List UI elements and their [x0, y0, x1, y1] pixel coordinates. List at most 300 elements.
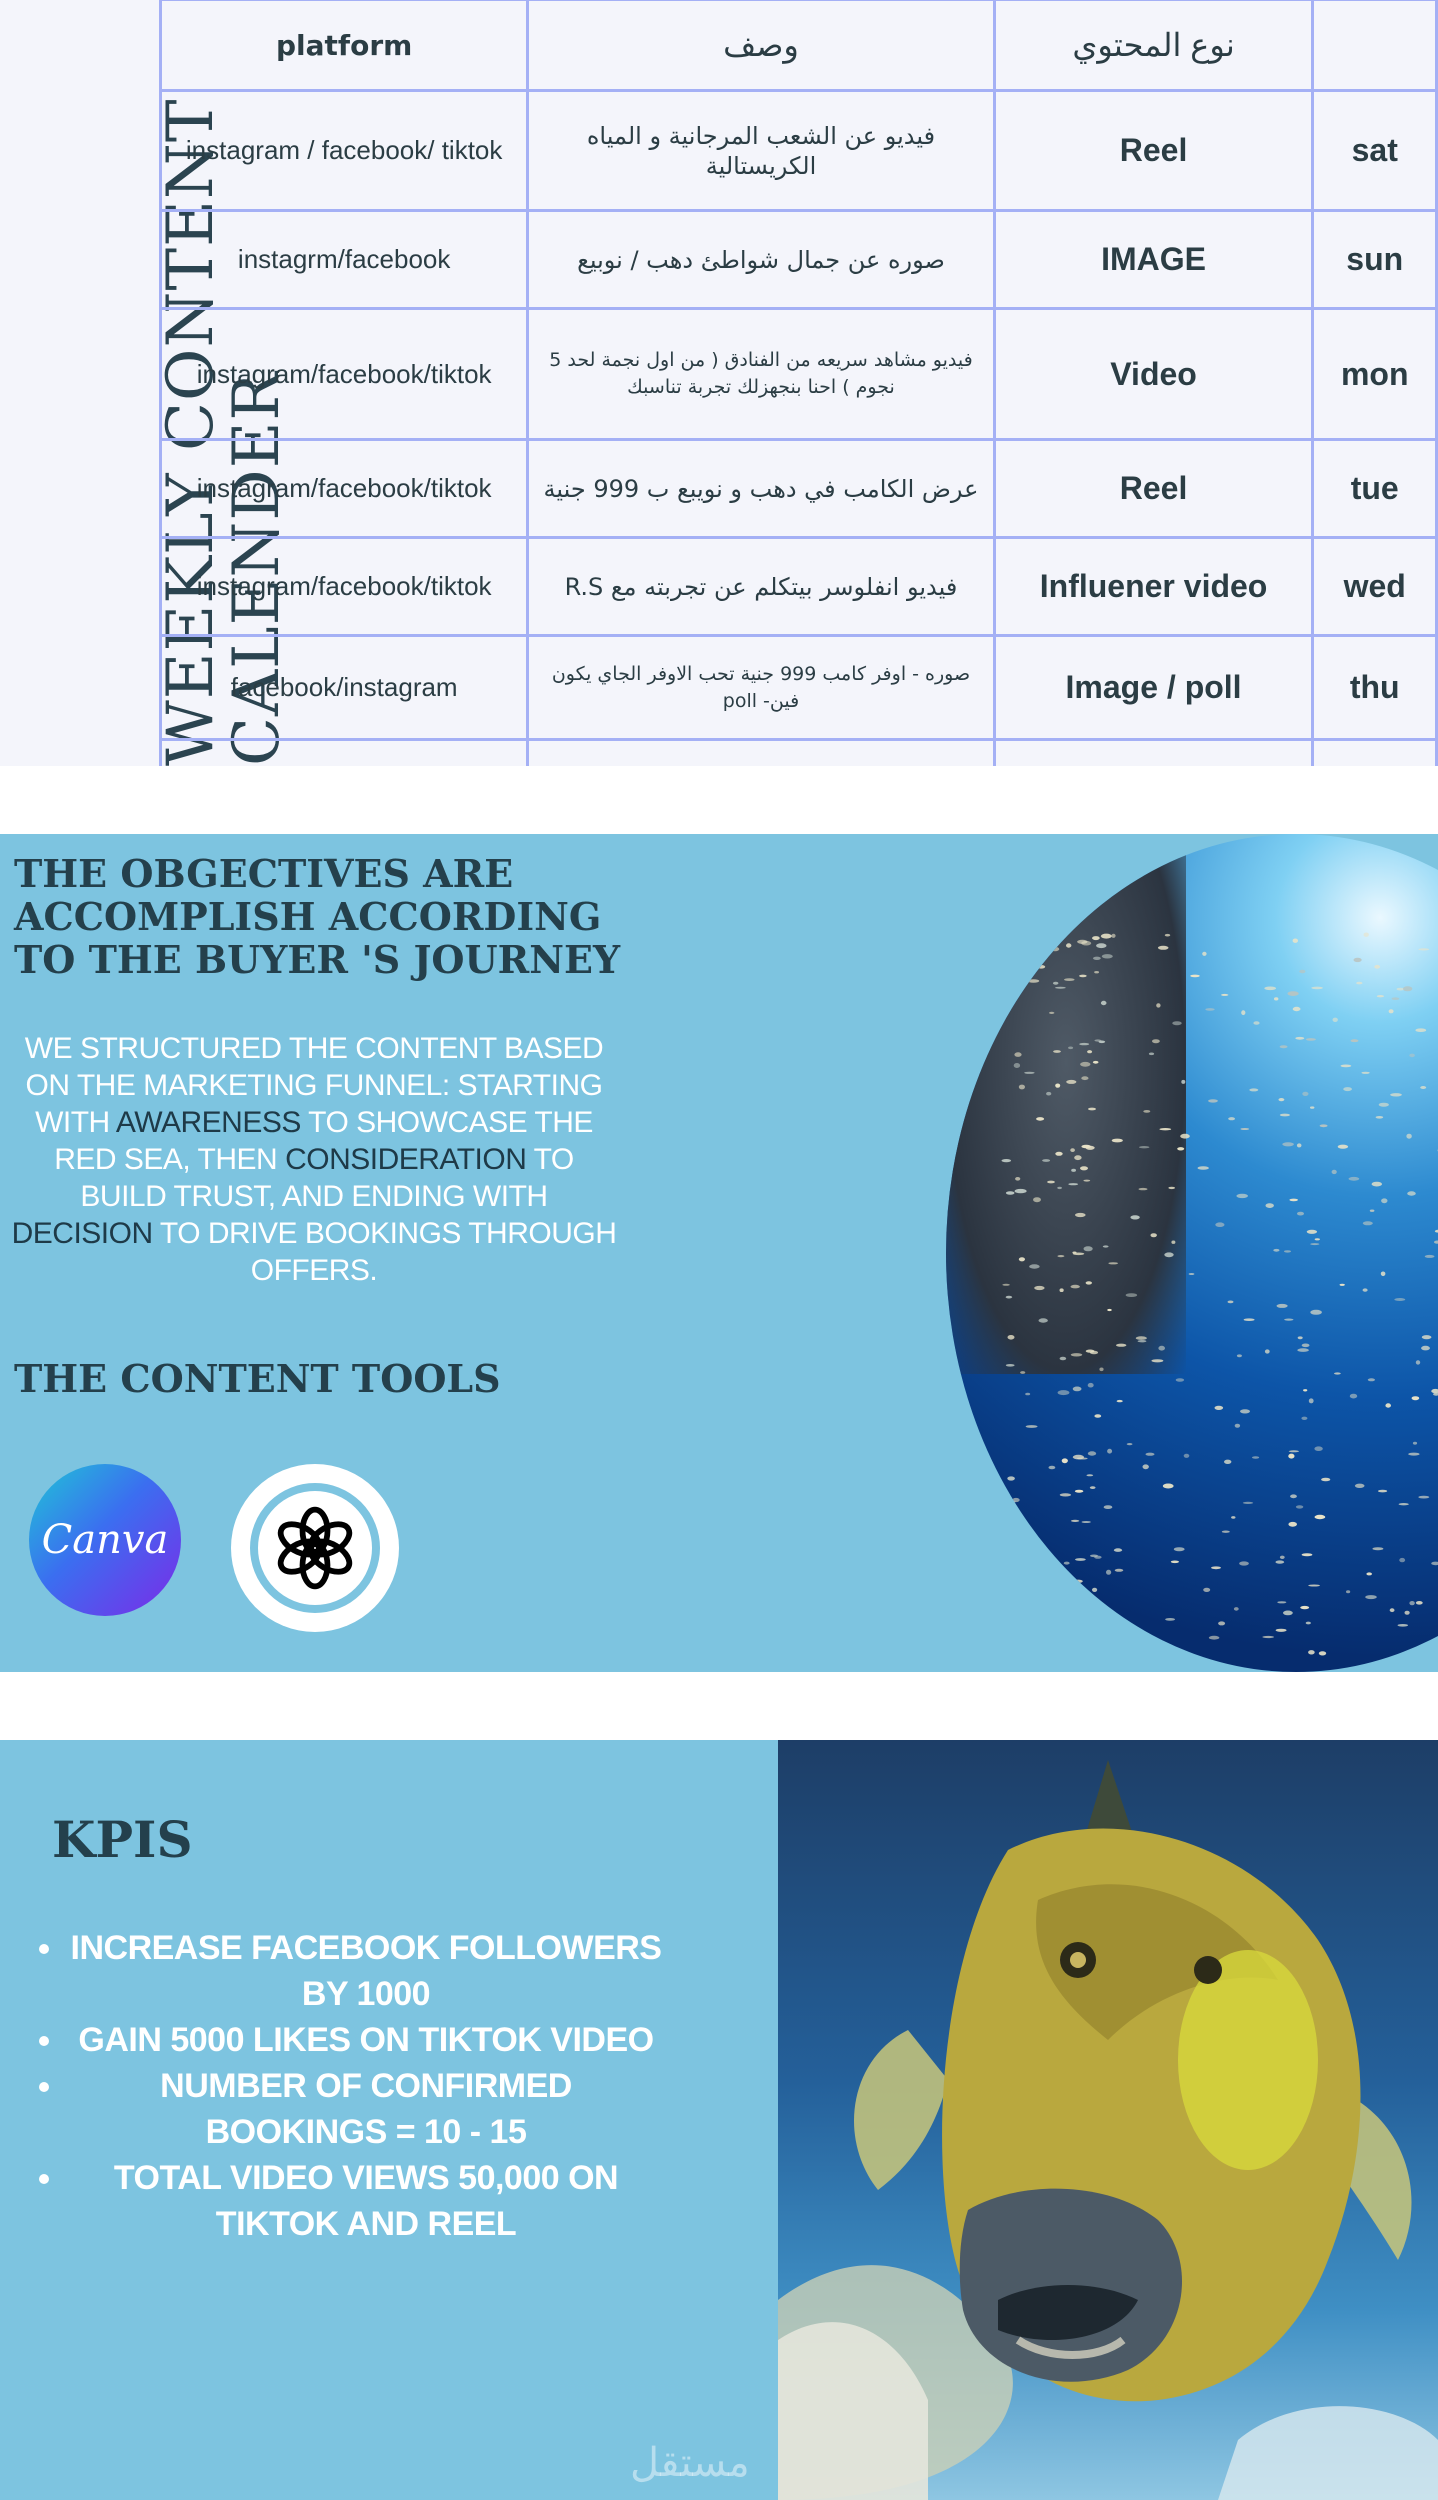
fish-dot — [1058, 1390, 1070, 1395]
kpi-list — [28, 1925, 666, 2247]
fish-dot — [1412, 1396, 1420, 1400]
fish-dot — [1099, 1368, 1103, 1372]
fish-dot — [1301, 1417, 1307, 1420]
fish-dot — [1051, 1599, 1057, 1604]
fish-dot — [1310, 1106, 1314, 1108]
fish-dot — [1106, 1570, 1111, 1575]
fish-dot — [1221, 994, 1228, 996]
fish-dot — [1228, 1117, 1235, 1120]
fish-dot — [1005, 1553, 1017, 1556]
fish-dot — [1049, 1466, 1056, 1470]
fish-dot — [1041, 1593, 1050, 1598]
fish-dot — [1092, 936, 1100, 940]
fish-dot — [1283, 1611, 1293, 1616]
cell-day: sat — [1313, 91, 1437, 211]
objectives-text — [8, 1030, 620, 1289]
fish-dot — [1062, 1595, 1073, 1599]
table-row — [161, 91, 1437, 211]
fish-dot — [1110, 1616, 1121, 1619]
fish-dot — [1090, 1486, 1096, 1489]
fish-dot — [1073, 1387, 1082, 1392]
fish-dot — [1171, 1561, 1179, 1564]
fish-dot — [1431, 1389, 1438, 1393]
decision-highlight: DECISION — [11, 1217, 153, 1250]
fish-dot — [1198, 1166, 1209, 1170]
fish-dot — [1084, 1246, 1093, 1251]
underwater-fish-school-image — [946, 834, 1438, 1672]
fish-dot — [1174, 1547, 1185, 1551]
fish-dot — [1350, 1394, 1357, 1399]
fish-dot — [1143, 1110, 1150, 1113]
kpis-title: KPIS — [52, 1810, 193, 1869]
fish-dot — [1252, 1456, 1259, 1459]
watermark-text: مستقل — [630, 2441, 750, 2485]
fish-dot — [1308, 1650, 1315, 1654]
fish-dot — [1284, 1319, 1293, 1321]
consideration-highlight: CONSIDERATION — [285, 1143, 527, 1176]
fish-dot — [1025, 1393, 1030, 1396]
header-type: نوع المحتوي — [994, 0, 1313, 91]
fish-dot — [1026, 1425, 1038, 1428]
fish-dot — [1340, 1284, 1345, 1286]
fish-dot — [1114, 1548, 1122, 1552]
cell-empty — [1313, 740, 1437, 767]
cell-type: Image / poll — [994, 636, 1313, 740]
cell-description: صوره - اوفر كامب 999 جنية تحب الاوفر الجاي يكون فين- poll — [528, 636, 994, 740]
fish-dot — [1378, 1490, 1387, 1493]
fish-dot — [1158, 946, 1169, 950]
fish-dot — [1274, 997, 1278, 1000]
fish-dot — [1033, 1197, 1041, 1202]
fish-dot — [1074, 1155, 1081, 1160]
kpi-item: • GAIN 5000 LIKES ON TIKTOK VIDEO — [66, 2017, 666, 2063]
fish-dot — [1288, 991, 1299, 996]
fish-dot — [1215, 1222, 1224, 1227]
table-row — [161, 538, 1437, 636]
fish-dot — [1434, 1241, 1438, 1244]
fish-dot — [1218, 1621, 1225, 1625]
fish-dot — [1297, 1212, 1304, 1216]
fish-dot — [1064, 978, 1075, 981]
fish-dot — [1244, 1318, 1255, 1321]
fish-dot — [1418, 948, 1429, 950]
fish-dot — [1280, 1114, 1290, 1117]
fish-dot — [1068, 1047, 1073, 1050]
fish-dot — [1014, 1063, 1020, 1068]
fish-dot — [1189, 1273, 1195, 1275]
fish-dot — [1146, 1453, 1155, 1456]
fish-dot — [1075, 1490, 1083, 1493]
calendar-table — [154, 0, 1438, 766]
fish-dot — [1399, 1503, 1409, 1505]
openai-logo — [231, 1464, 399, 1632]
fish-dot — [1107, 1309, 1111, 1311]
fish-dot — [1126, 1293, 1138, 1297]
fish-dot — [1239, 1561, 1249, 1565]
fish-dot — [1090, 1555, 1098, 1558]
fish-dot — [1014, 984, 1019, 989]
fish-dot — [1015, 1189, 1027, 1193]
header-platform: platform — [161, 0, 528, 91]
table-row — [161, 636, 1437, 740]
fish-dot — [1277, 1601, 1286, 1603]
fish-dot — [1156, 1003, 1160, 1007]
fish-dot — [1240, 1409, 1250, 1413]
fish-dot — [1094, 1414, 1101, 1418]
fish-dot — [1280, 1556, 1285, 1559]
fish-dot — [1372, 1182, 1382, 1187]
objectives-title: THE OBGECTIVES ARE ACCOMPLISH ACCORDING TO THE BUYER 'S JOURNEY — [14, 851, 621, 982]
fish-dot — [1289, 1450, 1299, 1452]
fish-dot — [1020, 1371, 1025, 1374]
fish-dot — [1071, 1169, 1076, 1172]
fish-dot — [1364, 933, 1369, 937]
fish-dot — [1104, 1505, 1113, 1509]
table-row — [161, 440, 1437, 538]
fish-dot — [1310, 1310, 1322, 1315]
cell-empty — [528, 740, 994, 767]
fish-dot — [1408, 1453, 1419, 1456]
fish-dot — [1351, 1039, 1359, 1042]
fish-dot — [1112, 1139, 1123, 1143]
fish-dot — [1007, 1476, 1015, 1480]
fish-dot — [1066, 943, 1071, 947]
fish-dot — [1407, 1191, 1416, 1195]
fish-dot — [1108, 1262, 1118, 1264]
fish-dot — [1235, 1424, 1240, 1428]
fish-dot — [1042, 1159, 1050, 1162]
fish-dot — [1094, 1039, 1101, 1041]
fish-dot — [1399, 1558, 1405, 1562]
fish-dot — [1308, 1585, 1320, 1587]
fish-dot — [1010, 1501, 1016, 1503]
cell-type: IMAGE — [994, 211, 1313, 309]
fish-dot — [1117, 1400, 1123, 1402]
fish-dot — [1319, 1651, 1326, 1655]
fish-dot — [1066, 1080, 1076, 1084]
fish-dot — [1165, 934, 1170, 937]
fish-dot — [1302, 1553, 1313, 1556]
fish-dot — [1046, 1092, 1051, 1096]
cell-description: فيديو انفلوسر بيتكلم عن تجربته مع R.S — [528, 538, 994, 636]
objectives-text-part: TO DRIVE BOOKINGS THROUGH OFFERS. — [152, 1217, 617, 1287]
fish-dot — [1295, 1037, 1304, 1040]
fish-dot — [1180, 1134, 1190, 1139]
fish-dot — [1416, 1601, 1423, 1605]
fish-dot — [1202, 952, 1206, 956]
fish-dot — [1288, 1522, 1297, 1527]
fish-dot — [1101, 1001, 1107, 1005]
fish-dot — [1036, 1117, 1044, 1121]
fish-dot — [1394, 1298, 1405, 1301]
fish-dot — [1421, 1346, 1430, 1351]
table-header-row — [161, 0, 1437, 91]
fish-dot — [1171, 1241, 1175, 1244]
fish-dot — [1093, 1061, 1099, 1064]
fish-dot — [1181, 1080, 1185, 1084]
fish-dot — [1209, 1636, 1220, 1640]
fish-dot — [1361, 1072, 1369, 1074]
weekly-calendar-section — [0, 0, 1438, 766]
fish-dot — [1103, 1245, 1109, 1247]
fish-dot — [1368, 1378, 1375, 1381]
fish-dot — [1127, 1443, 1133, 1445]
fish-dot — [1306, 1622, 1311, 1625]
fish-dot — [1372, 1547, 1383, 1550]
fish-dot — [1231, 1516, 1235, 1519]
fish-dot — [1068, 1183, 1078, 1185]
fish-dot — [1311, 987, 1323, 990]
fish-dot — [1280, 1045, 1288, 1048]
fish-dot — [1363, 1288, 1368, 1291]
header-day — [1313, 0, 1437, 91]
fish-dot — [1002, 1284, 1010, 1286]
fish-dot — [1017, 1530, 1023, 1534]
fish-dot — [1310, 1243, 1319, 1245]
fish-dot — [1077, 940, 1087, 944]
fish-dot — [1425, 1255, 1435, 1258]
table-row — [161, 309, 1437, 440]
fish-dot — [1159, 1128, 1171, 1130]
fish-dot — [1019, 1085, 1025, 1090]
fish-dot — [1293, 939, 1298, 943]
fish-dot — [1149, 1053, 1154, 1056]
fish-dot — [1297, 1143, 1302, 1147]
fish-dot — [1288, 1454, 1294, 1459]
fish-dot — [1374, 965, 1380, 969]
fish-dot — [1289, 1199, 1298, 1202]
openai-icon — [267, 1500, 363, 1596]
fish-dot — [1381, 1198, 1387, 1203]
fish-dot — [1088, 1108, 1096, 1111]
fish-dot — [1376, 1116, 1384, 1119]
fish-dot — [1297, 1348, 1309, 1352]
fish-dot — [1341, 1065, 1352, 1068]
fish-dot — [1093, 957, 1101, 960]
fish-dot — [1053, 982, 1058, 985]
fish-dot — [1409, 1601, 1414, 1605]
fish-dot — [1062, 1458, 1068, 1463]
fish-dot — [1413, 1442, 1417, 1445]
fish-dot — [1086, 1474, 1093, 1476]
fish-dot — [1165, 1618, 1175, 1621]
fish-dot — [1071, 1353, 1083, 1356]
fish-dot — [1315, 1238, 1320, 1240]
cell-day: wed — [1313, 538, 1437, 636]
fish-dot — [1241, 1010, 1245, 1015]
table-row-empty — [161, 740, 1437, 767]
fish-dot — [1049, 1565, 1058, 1568]
fish-dot — [1240, 1128, 1249, 1130]
fish-dot — [1060, 1288, 1064, 1292]
fish-dot — [1014, 1052, 1021, 1057]
fish-dot — [1338, 1145, 1348, 1149]
canva-wordmark: Canva — [41, 1517, 169, 1563]
fish-dot — [1158, 1346, 1165, 1351]
fish-dot — [1343, 1087, 1352, 1091]
cell-empty — [994, 740, 1313, 767]
objectives-text-part: TO SHOWCASE THE RED SEA, THEN — [54, 1106, 593, 1176]
fish-dot — [1143, 1464, 1149, 1469]
fish-dot — [1029, 1264, 1040, 1268]
fish-dot — [1083, 1180, 1090, 1182]
fish-dot — [1276, 1560, 1285, 1563]
cell-type: Video — [994, 309, 1313, 440]
fish-dot — [1164, 1252, 1173, 1257]
fish-dot — [1392, 997, 1400, 1000]
fish-dot — [1086, 1281, 1092, 1284]
fish-dot — [1418, 1496, 1429, 1499]
fish-dot — [1346, 1590, 1350, 1593]
fish-dot — [1064, 1562, 1070, 1565]
fish-dot — [1332, 1170, 1337, 1174]
fish-dot — [1055, 1152, 1062, 1156]
fish-dot — [1422, 1335, 1432, 1339]
cell-platform: instagram / facebook/ tiktok — [161, 91, 528, 211]
fish-dot — [1398, 1624, 1409, 1627]
fish-dot — [1354, 958, 1362, 962]
fish-dot — [1365, 1595, 1377, 1599]
fish-dot — [1228, 1301, 1234, 1304]
fish-dot — [1115, 1569, 1124, 1572]
fish-dot — [1405, 1611, 1410, 1615]
fish-dot — [1306, 1038, 1316, 1041]
fish-dot — [1177, 1147, 1184, 1150]
fish-dot — [1116, 1344, 1126, 1347]
fish-dot — [1366, 1572, 1372, 1575]
fish-dot — [1071, 1285, 1080, 1289]
fish-dot — [1008, 1335, 1015, 1340]
tools-title: THE CONTENT TOOLS — [14, 1356, 501, 1401]
objectives-text-part: WE STRUCTURED THE CONTENT BASED ON THE MARKETING FUNNEL: STARTING WITH — [24, 1032, 604, 1139]
cell-day: thu — [1313, 636, 1437, 740]
fish-dot — [1403, 986, 1412, 991]
fish-dot — [1006, 1191, 1015, 1194]
fish-dot — [1262, 1636, 1274, 1638]
fish-dot — [1277, 1304, 1288, 1308]
cell-type: Reel — [994, 440, 1313, 538]
fish-dot — [1019, 1257, 1025, 1261]
fish-dot — [1298, 1336, 1303, 1339]
fish-dot — [1006, 1296, 1012, 1299]
fish-dot — [1215, 1406, 1224, 1410]
fish-dot — [1075, 1213, 1086, 1217]
cell-day: sun — [1313, 211, 1437, 309]
fish-dot — [1151, 1359, 1163, 1362]
fish-dot — [1102, 954, 1113, 958]
fish-dot — [1028, 979, 1040, 982]
fish-dot — [1431, 1562, 1438, 1566]
header-description: وصف — [528, 0, 994, 91]
fish-dot — [1088, 1383, 1094, 1388]
fish-school-dots — [946, 834, 1438, 1672]
fish-dot — [1333, 1018, 1338, 1022]
fish-dot — [1243, 1502, 1253, 1504]
fish-dot — [1236, 1194, 1248, 1198]
fish-dot — [1234, 1607, 1239, 1611]
fish-dot — [1222, 1531, 1230, 1533]
fish-dot — [1334, 1372, 1341, 1374]
fish-dot — [1074, 1580, 1083, 1583]
fish-dot — [1055, 987, 1066, 989]
kpi-item: • NUMBER OF CONFIRMED BOOKINGS = 10 - 15 — [66, 2063, 666, 2155]
fish-dot — [1349, 1177, 1360, 1181]
fish-dot — [1101, 934, 1112, 939]
fish-dot — [1058, 1625, 1069, 1629]
fish-dot — [1249, 1088, 1258, 1091]
fish-dot — [1024, 1072, 1035, 1074]
fish-dot — [1385, 1403, 1391, 1407]
fish-dot — [1094, 971, 1099, 973]
fish-dot — [1077, 1592, 1085, 1596]
fish-dot — [1060, 1493, 1071, 1496]
kpi-item: • TOTAL VIDEO VIEWS 50,000 ON TIKTOK AND REEL — [66, 2155, 666, 2247]
canva-logo — [29, 1464, 181, 1616]
fish-dot — [1130, 1215, 1139, 1219]
fish-dot — [1168, 1187, 1175, 1189]
fish-dot — [1379, 1103, 1389, 1107]
cell-type: Reel — [994, 91, 1313, 211]
fish-dot — [1356, 982, 1362, 985]
kpis-section — [0, 1740, 1438, 2500]
fish-dot — [1073, 1455, 1084, 1460]
table-row — [161, 211, 1437, 309]
fish-dot — [1006, 1364, 1015, 1367]
fish-dot — [1055, 1084, 1060, 1088]
fish-dot — [1002, 1159, 1012, 1162]
fish-dot — [1320, 1124, 1328, 1127]
fish-dot — [1163, 1484, 1174, 1489]
fish-dot — [1151, 1233, 1157, 1237]
fish-dot — [1088, 1451, 1096, 1455]
fish-dot — [1136, 1336, 1147, 1340]
fish-dot — [1321, 1478, 1330, 1482]
fish-dot — [1060, 1357, 1067, 1361]
fish-dot — [1302, 1344, 1310, 1348]
fish-dot — [1057, 1255, 1064, 1257]
fish-dot — [1237, 1354, 1242, 1357]
fish-dot — [1208, 1099, 1218, 1102]
fish-dot — [1203, 1588, 1210, 1592]
fish-dot — [1075, 1558, 1086, 1561]
fish-dot — [1081, 1145, 1091, 1149]
cell-day: mon — [1313, 309, 1437, 440]
fish-dot — [1381, 1272, 1386, 1277]
fish-dot — [1023, 958, 1035, 962]
fish-dot — [1037, 965, 1045, 969]
fish-dot — [1300, 1606, 1309, 1609]
fish-dot — [1211, 1566, 1221, 1569]
fish-dot — [1139, 1188, 1148, 1190]
cell-platform: facebook/instagram — [161, 636, 528, 740]
fish-dot — [1309, 1398, 1314, 1403]
fish-dot — [1205, 1008, 1214, 1011]
cell-description: عرض الكامب في دهب و نويبع ب 999 جنية — [528, 440, 994, 538]
fish-dot — [1068, 1600, 1076, 1604]
cell-platform: instagram/facebook/tiktok — [161, 309, 528, 440]
fish-dot — [1299, 970, 1305, 973]
fish-dot — [1036, 1572, 1045, 1574]
fish-dot — [1010, 1569, 1018, 1571]
fish-dot — [1389, 1009, 1394, 1013]
fish-dot — [1015, 1177, 1020, 1181]
fish-dot — [1082, 1521, 1091, 1523]
objectives-text-part: TO BUILD TRUST, AND ENDING WITH — [80, 1143, 574, 1213]
fish-dot — [1406, 1134, 1411, 1139]
fish-dot — [1390, 1093, 1402, 1096]
fish-dot — [1107, 1449, 1112, 1454]
fish-dot — [1296, 1505, 1303, 1508]
